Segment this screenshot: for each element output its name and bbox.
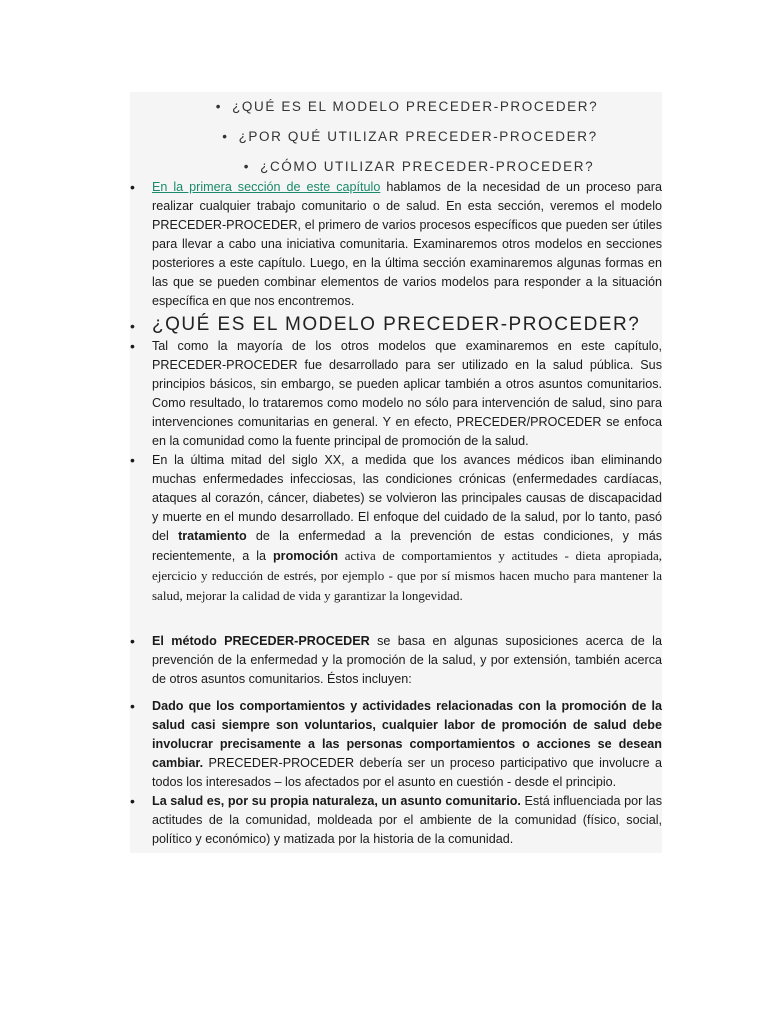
toc-item-label[interactable]: ¿QUÉ ES EL MODELO PRECEDER-PROCEDER? bbox=[232, 99, 599, 114]
first-section-link[interactable]: En la primera sección de este capítulo bbox=[152, 180, 381, 194]
bullet: • bbox=[130, 793, 135, 809]
blank-line bbox=[130, 689, 662, 697]
section-heading bbox=[130, 313, 662, 337]
paragraph-method bbox=[130, 632, 662, 689]
toc-item-label[interactable]: ¿CÓMO UTILIZAR PRECEDER-PROCEDER? bbox=[260, 159, 595, 174]
toc-item[interactable]: • ¿POR QUÉ UTILIZAR PRECEDER-PROCEDER? bbox=[222, 129, 598, 144]
bold-term: El método PRECEDER-PROCEDER bbox=[152, 634, 370, 648]
bullet: • bbox=[130, 633, 135, 649]
bold-term: promoción bbox=[272, 549, 339, 563]
bullet: • bbox=[130, 338, 135, 354]
paragraph-text: PRECEDER-PROCEDER debería ser un proceso participativo que involucre a todos los interesados – los afectados por el asunto en cuestión - desde el principio. bbox=[152, 756, 662, 789]
paragraph-text: En la última mitad del siglo XX, a medida que los avances médicos iban eliminando muchas enfermedades infecciosas, las condiciones crónicas (enfermedades cardíacas, ataques al corazón, cáncer, diabetes) se volvieron las principales causas de discapacidad y muerte en el mundo desarrollado. El enfoque del cuidado de la salud, por lo tanto, pasó del bbox=[152, 453, 662, 543]
blank-line bbox=[130, 606, 662, 632]
document-page bbox=[130, 92, 662, 853]
heading-text: ¿QUÉ ES EL MODELO PRECEDER-PROCEDER? bbox=[152, 314, 641, 335]
bullet: • bbox=[130, 318, 137, 334]
paragraph-text: de la enfermedad a la prevención de estas condiciones, y más recientemente, a la bbox=[152, 529, 662, 563]
paragraph-text: Tal como la mayoría de los otros modelos que examinaremos en este capítulo, PRECEDER-PROCEDER fue desarrollado para ser utilizado en la salud pública. Sus principios básicos, sin embargo, se pueden aplicar también a otros asuntos comunitarios. Como resultado, lo trataremos como modelo no sólo para intervención de salud, sino para intervenciones comunitarias en general. Y en efecto, PRECEDER/PROCEDER se enfoca en la comunidad como la fuente principal de promoción de la salud. bbox=[152, 339, 662, 448]
toc-item[interactable]: • ¿QUÉ ES EL MODELO PRECEDER-PROCEDER? bbox=[215, 99, 599, 114]
bold-term: tratamiento bbox=[178, 529, 247, 543]
paragraph-voluntary bbox=[130, 697, 662, 792]
bullet: • bbox=[130, 698, 135, 714]
bullet: • bbox=[130, 179, 135, 195]
paragraph-history bbox=[130, 451, 662, 606]
paragraph-text: Está influenciada por las actitudes de la comunidad, moldeada por el ambiente de la comunidad (físico, social, político y económico) y matizada por la historia de la comunidad. bbox=[152, 794, 662, 846]
bold-term: Dado que los comportamientos y actividades relacionadas con la promoción de la salud casi siempre son voluntarios, cualquier labor de promoción de salud debe involucrar precisamente a las personas comportamientos o acciones se desean cambiar. bbox=[152, 699, 662, 770]
paragraph-community bbox=[130, 792, 662, 853]
toc-item[interactable]: • ¿CÓMO UTILIZAR PRECEDER-PROCEDER? bbox=[243, 159, 595, 174]
paragraph-text: se basa en algunas suposiciones acerca de la prevención de la enfermedad y la promoción de la salud, y por extensión, también acerca de otros asuntos comunitarios. Éstos incluyen: bbox=[152, 634, 662, 686]
toc-item-label[interactable]: ¿POR QUÉ UTILIZAR PRECEDER-PROCEDER? bbox=[238, 129, 598, 144]
bold-term: La salud es, por su propia naturaleza, un asunto comunitario. bbox=[152, 794, 521, 808]
table-of-contents bbox=[130, 92, 662, 178]
paragraph-public-health bbox=[130, 337, 662, 451]
intro-paragraph bbox=[130, 178, 662, 311]
bullet: • bbox=[130, 452, 135, 468]
paragraph-text: activa de comportamientos y actitudes - dieta apropiada, ejercicio y reducción de estrés, por ejemplo - que por sí mismos hacen mucho para mantener la salud, mejorar la calidad de vida y garantizar la longevidad. bbox=[152, 548, 663, 603]
intro-text: hablamos de la necesidad de un proceso para realizar cualquier trabajo comunitario o de salud. En esta sección, veremos el modelo PRECEDER-PROCEDER, el primero de varios procesos específicos que pueden ser útiles para llevar a cabo una iniciativa comunitaria. Examinaremos otros modelos en secciones posteriores a este capítulo. Luego, en la última sección examinaremos algunas formas en las que se pueden combinar elementos de varios modelos para responder a la situación específica en que nos encontremos. bbox=[152, 180, 662, 308]
